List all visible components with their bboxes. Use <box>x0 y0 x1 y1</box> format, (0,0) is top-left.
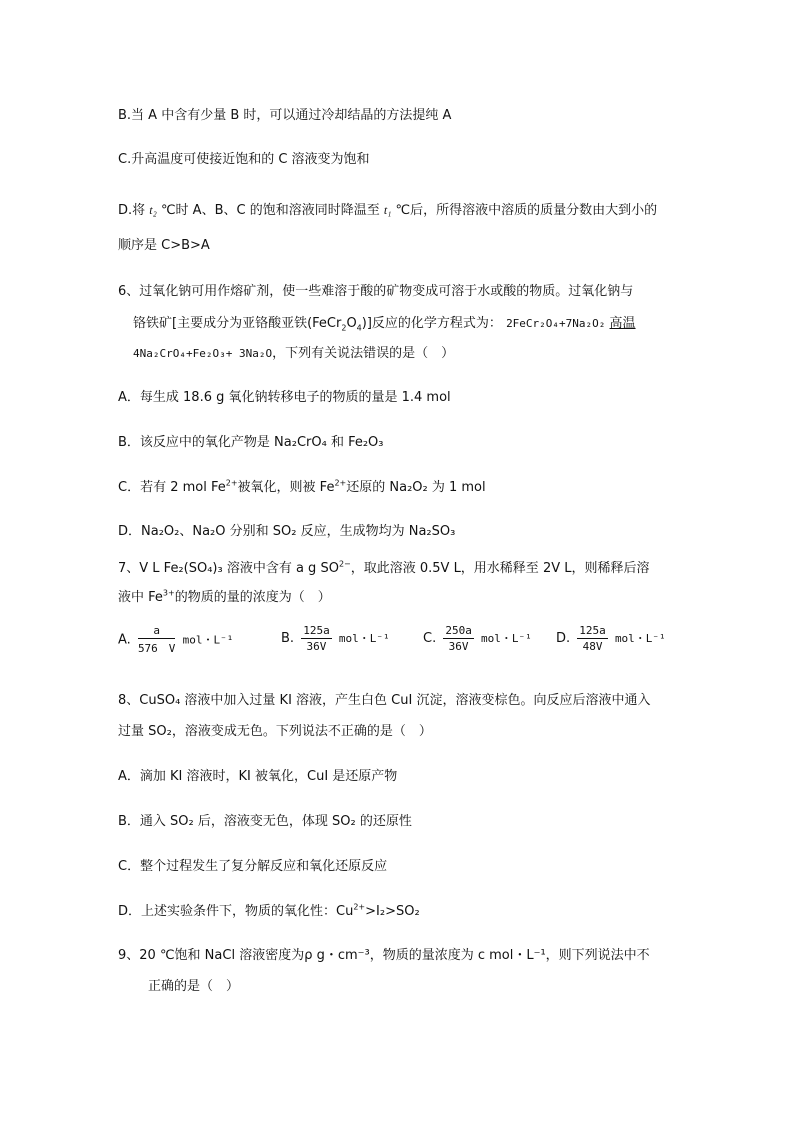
q7-stem-sup: 2− <box>338 559 351 569</box>
q8-option-d-sup: 2+ <box>353 902 366 912</box>
q7-option-d-unit: mol・L⁻¹ <box>614 632 666 645</box>
q7-stem-sup2: 3+ <box>162 588 175 598</box>
q5-option-d-line2: 顺序是 C>B>A <box>118 238 210 253</box>
q6-stem-line3 <box>133 342 454 361</box>
q6-option-b: B．该反应中的氧化产物是 Na₂CrO₄ 和 Fe₂O₃ <box>118 435 384 450</box>
q7-option-b-fraction <box>301 624 332 653</box>
q7-stem-line2 <box>118 586 331 605</box>
q7-option-d-label: D. <box>556 631 571 646</box>
q7-option-d-denominator: 48V <box>582 640 603 653</box>
q6-stem-sub2: 2 <box>341 323 347 333</box>
q8-option-d-part1: D．上述实验条件下，物质的氧化性：Cu <box>118 904 354 919</box>
q6-option-c-sup1: 2+ <box>225 478 238 488</box>
q6-option-c-part1: C．若有 2 mol Fe <box>118 480 226 495</box>
q7-option-c-denominator: 36V <box>448 640 469 653</box>
q6-stem-o: O <box>346 316 357 331</box>
q6-option-a: A．每生成 18.6 g 氧化钠转移电子的物质的量是 1.4 mol <box>118 390 451 405</box>
q8-option-a: A．滴加 KI 溶液时，KI 被氧化，CuI 是还原产物 <box>118 769 398 784</box>
q7-option-d <box>556 624 666 653</box>
q6-stem-line2 <box>133 312 636 331</box>
q8-stem-line1: 8、CuSO₄ 溶液中加入过量 KI 溶液，产生白色 CuI 沉淀，溶液变棕色。向反应后溶液中通入 <box>118 693 651 708</box>
q5-option-d-part1: D.将 <box>118 203 146 218</box>
q7-option-c-unit: mol・L⁻¹ <box>481 632 532 645</box>
q8-option-b: B．通入 SO₂ 后，溶液变无色，体现 SO₂ 的还原性 <box>118 814 412 829</box>
q5-option-b: B.当 A 中含有少量 B 时，可以通过冷却结晶的方法提纯 A <box>118 108 452 123</box>
q9-stem-line1: 9、20 ℃饱和 NaCl 溶液密度为ρ g・cm⁻³，物质的量浓度为 c mol・L⁻¹，则下列说法中不 <box>118 948 650 963</box>
q7-stem-part4: 的物质的量的浓度为（ ） <box>174 590 331 605</box>
q6-stem-question: ，下列有关说法错误的是（ ） <box>272 346 455 361</box>
q6-option-c-part2: 被氧化，则被 Fe <box>237 480 335 495</box>
q6-option-c-sup2: 2+ <box>334 478 347 488</box>
q5-option-d-part3: ℃后，所得溶液中溶质的质量分数由大到小的 <box>395 203 658 218</box>
q7-stem-part1: 7、V L Fe₂(SO₄)₃ 溶液中含有 a g SO <box>118 561 339 576</box>
q6-stem-text: 铬铁矿[主要成分为亚铬酸亚铁(FeCr <box>133 316 342 331</box>
q7-stem-line1 <box>118 557 649 576</box>
q8-option-c: C．整个过程发生了复分解反应和氧化还原反应 <box>118 859 388 874</box>
q6-equation-left: 2FeCr₂O₄+7Na₂O₂ <box>506 317 606 330</box>
q5-option-c: C.升高温度可使接近饱和的 C 溶液变为饱和 <box>118 152 370 167</box>
q6-equation-condition: 高温 <box>609 316 636 331</box>
q7-option-b-unit: mol・L⁻¹ <box>338 632 390 645</box>
q7-stem-part3: 液中 Fe <box>118 590 163 605</box>
q5-option-d-part2: ℃时 A、B、C 的饱和溶液同时降温至 <box>160 203 380 218</box>
q7-option-a-numerator: a <box>138 624 176 639</box>
q8-option-d-part2: >I₂>SO₂ <box>365 904 420 919</box>
q7-option-a-fraction <box>138 624 176 656</box>
q7-option-a-unit: mol・L⁻¹ <box>182 633 234 647</box>
q6-option-c <box>118 476 486 495</box>
q7-option-c <box>423 624 532 653</box>
q7-option-b-label: B. <box>281 631 295 646</box>
q7-stem-part2: ，取此溶液 0.5V L，用水稀释至 2V L，则稀释后溶 <box>350 561 650 576</box>
q6-option-c-part3: 还原的 Na₂O₂ 为 1 mol <box>346 480 486 495</box>
q7-option-b <box>281 624 390 653</box>
q7-option-d-fraction <box>577 624 608 653</box>
q6-stem-sub4: 4 <box>356 323 362 333</box>
q7-option-a-label: A. <box>118 632 131 648</box>
q8-option-d <box>118 900 420 919</box>
q5-option-d <box>118 199 657 218</box>
q6-stem-text2: )]反应的化学方程式为： <box>361 316 502 331</box>
q7-option-a <box>118 624 233 656</box>
q8-stem-line2: 过量 SO₂，溶液变成无色。下列说法不正确的是（ ） <box>118 724 432 739</box>
q5-option-d-t1: t₁ <box>383 203 392 217</box>
q7-option-c-fraction <box>443 624 474 653</box>
q6-option-d: D．Na₂O₂、Na₂O 分别和 SO₂ 反应，生成物均为 Na₂SO₃ <box>118 524 456 539</box>
q7-option-a-denominator: 576 V <box>137 642 176 655</box>
q7-option-b-denominator: 36V <box>306 640 327 653</box>
q7-option-c-label: C. <box>423 631 437 646</box>
q7-option-b-numerator: 125a <box>303 624 330 637</box>
q6-equation-right: 4Na₂CrO₄+Fe₂O₃+ 3Na₂O <box>133 347 273 360</box>
q7-option-d-numerator: 125a <box>579 624 606 637</box>
q7-option-c-numerator: 250a <box>445 624 472 637</box>
q9-stem-line2: 正确的是（ ） <box>148 979 240 994</box>
q5-option-d-t2: t₂ <box>149 203 157 217</box>
q6-stem-line1: 6、过氧化钠可用作熔矿剂，使一些难溶于酸的矿物变成可溶于水或酸的物质。过氧化钠与 <box>118 284 634 299</box>
